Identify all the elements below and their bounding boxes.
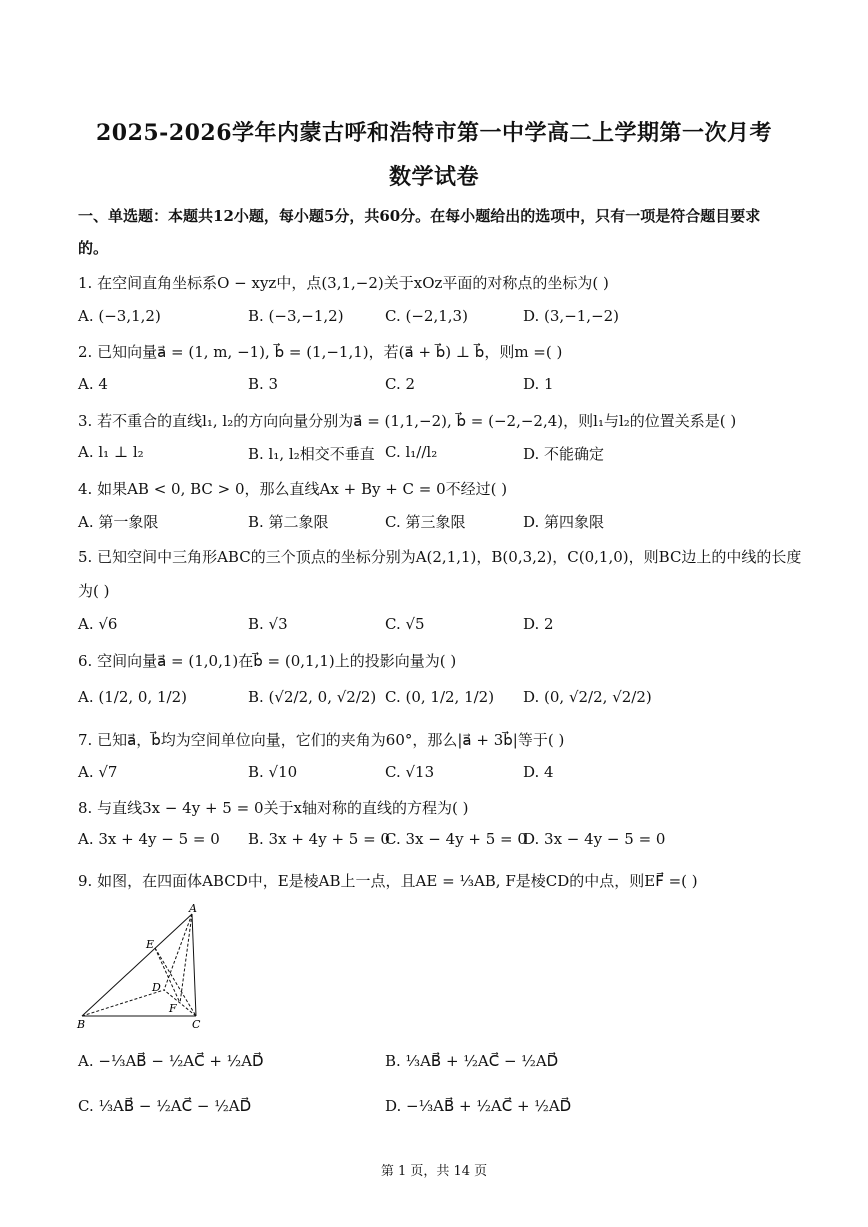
q2-option-b: B. 3 bbox=[248, 375, 279, 393]
q4-option-d: D. 第四象限 bbox=[523, 513, 605, 531]
q9-option-d: D. −⅓AB⃗ + ½AC⃗ + ½AD⃗ bbox=[385, 1097, 572, 1115]
q5-option-a: A. √6 bbox=[78, 615, 118, 633]
question-6-stem: 6. 空间向量a⃗ = (1,0,1)在b⃗ = (0,1,1)上的投影向量为( ) bbox=[78, 652, 457, 670]
q7-option-b: B. √10 bbox=[248, 763, 298, 781]
label-e: E bbox=[146, 938, 155, 951]
q4-option-a: A. 第一象限 bbox=[78, 513, 159, 531]
q2-option-d: D. 1 bbox=[523, 375, 554, 393]
tetrahedron-figure bbox=[72, 902, 212, 1034]
q9-option-b: B. ⅓AB⃗ + ½AC⃗ − ½AD⃗ bbox=[385, 1052, 559, 1070]
label-f: F bbox=[169, 1002, 177, 1015]
question-5-stem-cont: 为( ) bbox=[78, 582, 110, 600]
q6-option-b: B. (√2/2, 0, √2/2) bbox=[248, 688, 377, 706]
q7-option-c: C. √13 bbox=[385, 763, 435, 781]
question-5-stem: 5. 已知空间中三角形ABC的三个顶点的坐标分别为A(2,1,1)，B(0,3,2)，C(0,1,0)，则BC边上的中线的长度 bbox=[78, 548, 802, 566]
question-9-stem: 9. 如图，在四面体ABCD中，E是棱AB上一点，且AE = ⅓AB, F是棱CD的中点，则EF⃗ =( ) bbox=[78, 872, 698, 890]
q1-option-c: C. (−2,1,3) bbox=[385, 307, 468, 325]
exam-title: 2025-2026学年内蒙古呼和浩特市第一中学高二上学期第一次月考 bbox=[95, 120, 773, 146]
q5-option-c: C. √5 bbox=[385, 615, 425, 633]
q2-option-c: C. 2 bbox=[385, 375, 416, 393]
label-c: C bbox=[192, 1018, 201, 1031]
label-b: B bbox=[77, 1018, 86, 1031]
q8-option-c: C. 3x − 4y + 5 = 0 bbox=[385, 830, 527, 848]
page-footer: 第 1 页，共 14 页 bbox=[380, 1164, 488, 1179]
q5-option-d: D. 2 bbox=[523, 615, 554, 633]
edge-ad bbox=[164, 914, 192, 990]
question-4-stem: 4. 如果AB < 0, BC > 0，那么直线Ax + By + C = 0不经过( ) bbox=[78, 480, 508, 498]
q1-option-b: B. (−3,−1,2) bbox=[248, 307, 344, 325]
q1-option-d: D. (3,−1,−2) bbox=[523, 307, 620, 325]
q1-option-a: A. (−3,1,2) bbox=[78, 307, 161, 325]
label-a: A bbox=[189, 902, 197, 915]
question-8-stem: 8. 与直线3x − 4y + 5 = 0关于x轴对称的直线的方程为( ) bbox=[78, 799, 469, 817]
q3-option-d: D. 不能确定 bbox=[523, 445, 605, 463]
q6-option-c: C. (0, 1/2, 1/2) bbox=[385, 688, 495, 706]
q9-option-c: C. ⅓AB⃗ − ½AC⃗ − ½AD⃗ bbox=[78, 1097, 252, 1115]
q3-option-b: B. l₁, l₂相交不垂直 bbox=[248, 445, 375, 463]
q2-option-a: A. 4 bbox=[78, 375, 108, 393]
q8-option-b: B. 3x + 4y + 5 = 0 bbox=[248, 830, 390, 848]
q4-option-b: B. 第二象限 bbox=[248, 513, 329, 531]
q6-option-d: D. (0, √2/2, √2/2) bbox=[523, 688, 652, 706]
edge-ab bbox=[82, 914, 192, 1016]
question-1-stem: 1. 在空间直角坐标系O − xyz中，点(3,1,−2)关于xOz平面的对称点的坐标为( ) bbox=[78, 274, 609, 292]
q3-option-a: A. l₁ ⊥ l₂ bbox=[78, 443, 144, 461]
q6-option-a: A. (1/2, 0, 1/2) bbox=[78, 688, 187, 706]
q7-option-d: D. 4 bbox=[523, 763, 554, 781]
q3-option-c: C. l₁//l₂ bbox=[385, 443, 438, 461]
segment-af bbox=[180, 914, 192, 1003]
label-d: D bbox=[152, 981, 161, 994]
q7-option-a: A. √7 bbox=[78, 763, 118, 781]
q9-option-a: A. −⅓AB⃗ − ½AC⃗ + ½AD⃗ bbox=[78, 1052, 264, 1070]
question-2-stem: 2. 已知向量a⃗ = (1, m, −1), b⃗ = (1,−1,1)，若(a⃗ + b⃗) ⊥ b⃗，则m =( ) bbox=[78, 343, 563, 361]
exam-subtitle: 数学试卷 bbox=[388, 164, 479, 190]
section-header: 一、单选题：本题共12小题，每小题5分，共60分。在每小题给出的选项中，只有一项是符合题目要求的。 bbox=[78, 207, 761, 257]
q8-option-d: D. 3x − 4y − 5 = 0 bbox=[523, 830, 666, 848]
question-7-stem: 7. 已知a⃗，b⃗均为空间单位向量，它们的夹角为60°，那么|a⃗ + 3b⃗|等于( ) bbox=[78, 731, 565, 749]
q4-option-c: C. 第三象限 bbox=[385, 513, 466, 531]
q5-option-b: B. √3 bbox=[248, 615, 288, 633]
q8-option-a: A. 3x + 4y − 5 = 0 bbox=[78, 830, 220, 848]
question-3-stem: 3. 若不重合的直线l₁, l₂的方向向量分别为a⃗ = (1,1,−2), b⃗ = (−2,−2,4)，则l₁与l₂的位置关系是( ) bbox=[78, 412, 737, 430]
edge-ac bbox=[192, 914, 196, 1016]
